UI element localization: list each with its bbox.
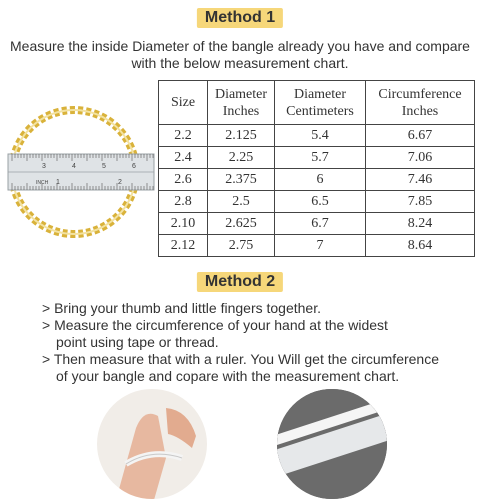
- ruler-inch-mark: 2: [118, 179, 122, 186]
- ruler-inch-label: INCH: [36, 180, 49, 186]
- method-2-title: Method 2: [197, 272, 283, 292]
- table-row: 2.8 2.5 6.5 7.85: [159, 191, 475, 213]
- table-row: 2.6 2.375 6 7.46: [159, 169, 475, 191]
- table-header-row: [159, 81, 475, 125]
- header-diameter-inches: Diameter Inches: [208, 81, 275, 125]
- table-row: 2.12 2.75 7 8.64: [159, 235, 475, 257]
- table-row: 2.10 2.625 6.7 8.24: [159, 213, 475, 235]
- ruler-cm-mark: 6: [132, 163, 136, 170]
- table-row: 2.4 2.25 5.7 7.06: [159, 147, 475, 169]
- header-diameter-cm: Diameter Centimeters: [275, 81, 366, 125]
- header-circumference: Circumference Inches: [366, 81, 475, 125]
- measurement-chart: [158, 80, 475, 257]
- method-1-title: Method 1: [197, 8, 283, 28]
- step-line: of your bangle and copare with the measurement chart.: [56, 368, 400, 384]
- step-line: > Bring your thumb and little fingers together.: [42, 300, 321, 316]
- step-line: point using tape or thread.: [56, 334, 219, 350]
- step-line: > Measure the circumference of your hand at the widest: [42, 317, 388, 333]
- ruler-measure-photo: [276, 388, 388, 500]
- ruler-cm-mark: 4: [72, 163, 76, 170]
- ruler-cm-mark: 5: [102, 163, 106, 170]
- bangle-image: [6, 94, 158, 254]
- header-size: Size: [159, 81, 208, 125]
- step-line: > Then measure that with a ruler. You Will get the circumference: [42, 351, 440, 367]
- ruler-cm-mark: 3: [42, 163, 46, 170]
- method-2-steps: [42, 300, 472, 385]
- method-1-instructions: Measure the inside Diameter of the bangle already you have and compare with the below measurement chart.: [10, 38, 470, 71]
- ruler-inch-mark: 1: [56, 179, 60, 186]
- bangle-ruler-illustration: [6, 94, 158, 254]
- table-row: 2.2 2.125 5.4 6.67: [159, 125, 475, 147]
- hand-measure-photo: [96, 388, 208, 500]
